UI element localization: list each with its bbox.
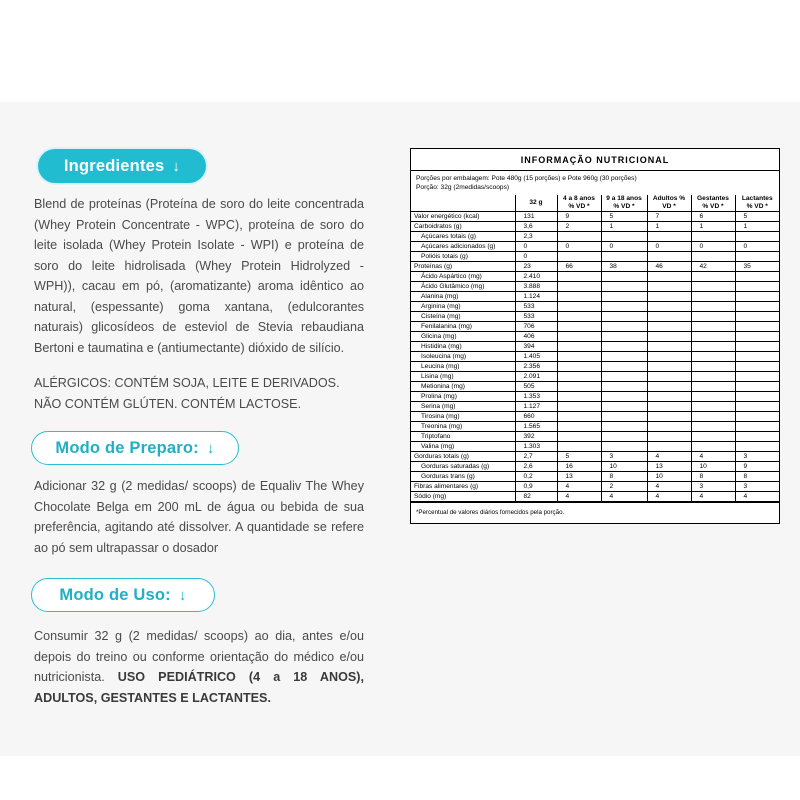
nutrition-row	[411, 472, 779, 482]
nutrient-daily-value	[691, 342, 735, 352]
nutrient-amount: 2.356	[515, 362, 557, 372]
nutrient-daily-value	[735, 272, 779, 282]
nutrient-daily-value	[557, 412, 601, 422]
nutrient-daily-value	[557, 332, 601, 342]
nutrient-daily-value	[691, 322, 735, 332]
nutrient-daily-value	[691, 292, 735, 302]
nutrient-daily-value: 2	[601, 482, 647, 492]
nutrient-amount: 0,9	[515, 482, 557, 492]
usage-button[interactable]	[31, 578, 215, 612]
nutrition-row	[411, 402, 779, 412]
nutrient-daily-value	[735, 422, 779, 432]
arrow-down-icon: ↓	[172, 157, 181, 175]
nutrient-daily-value: 1	[691, 222, 735, 232]
nutrient-daily-value: 4	[557, 492, 601, 502]
nutrient-daily-value	[735, 232, 779, 242]
nutrient-amount: 2,3	[515, 232, 557, 242]
nutrient-daily-value	[735, 442, 779, 452]
nutrition-row	[411, 482, 779, 492]
nutrient-daily-value	[557, 402, 601, 412]
nutrient-daily-value	[557, 232, 601, 242]
nutrition-column-header: 4 a 8 anos % VD *	[557, 195, 601, 212]
nutrient-daily-value	[735, 362, 779, 372]
nutrition-row	[411, 452, 779, 462]
nutrient-amount: 1.565	[515, 422, 557, 432]
nutrient-amount: 1.303	[515, 442, 557, 452]
nutrition-footnote: *Percentual de valores diários fornecidos pela porção.	[411, 502, 779, 523]
usage-title: Modo de Uso:	[59, 585, 171, 604]
nutrient-daily-value: 4	[647, 482, 691, 492]
nutrient-label: Ácido Aspártico (mg)	[411, 272, 515, 282]
nutrient-daily-value	[647, 372, 691, 382]
nutrient-amount: 0	[515, 252, 557, 262]
nutrient-label: Polióis totais (g)	[411, 252, 515, 262]
nutrient-daily-value	[735, 322, 779, 332]
nutrient-daily-value	[735, 252, 779, 262]
nutrient-daily-value	[735, 412, 779, 422]
ingredients-button[interactable]	[38, 149, 206, 183]
nutrient-daily-value	[557, 442, 601, 452]
nutrient-daily-value	[557, 372, 601, 382]
allergens-line-2: NÃO CONTÉM GLÚTEN. CONTÉM LACTOSE.	[34, 396, 302, 411]
nutrient-daily-value	[647, 312, 691, 322]
nutrient-daily-value	[601, 312, 647, 322]
nutrient-label: Glicina (mg)	[411, 332, 515, 342]
nutrient-daily-value	[735, 402, 779, 412]
nutrient-daily-value	[647, 232, 691, 242]
nutrient-label: Gorduras totais (g)	[411, 452, 515, 462]
nutrition-column-header: 9 a 18 anos % VD *	[601, 195, 647, 212]
nutrient-daily-value	[557, 362, 601, 372]
preparation-button[interactable]	[31, 431, 239, 465]
nutrition-row	[411, 372, 779, 382]
nutrient-amount: 1.405	[515, 352, 557, 362]
nutrition-row	[411, 242, 779, 252]
nutrient-label: Fibras alimentares (g)	[411, 482, 515, 492]
nutrient-daily-value	[735, 342, 779, 352]
nutrition-row	[411, 412, 779, 422]
nutrient-daily-value	[735, 292, 779, 302]
nutrient-daily-value	[557, 342, 601, 352]
nutrient-daily-value	[557, 292, 601, 302]
nutrient-daily-value	[735, 392, 779, 402]
nutrient-label: Triptofano	[411, 432, 515, 442]
nutrition-row	[411, 342, 779, 352]
nutrient-daily-value	[601, 402, 647, 412]
nutrient-daily-value: 3	[601, 452, 647, 462]
nutrient-daily-value	[601, 332, 647, 342]
ingredients-text: Blend de proteínas (Proteína de soro do leite concentrada (Whey Protein Concentrate - WPC), proteína de soro do leite isolada (Whey Protein Isolate - WPI) e proteína de soro do leite hidrolisada (Whey Protein Hidrolyzed - WPH)), cacau em pó, (aromatizante) aroma idêntico ao natural, (espessante) goma xantana, (edulcorantes naturais) glicosídeos de esteviol de Stevia rebaudiana Bertoni e taumatina e (antiumectante) dióxido de silício.	[34, 197, 364, 355]
nutrient-daily-value: 16	[557, 462, 601, 472]
nutrition-portion-info	[411, 171, 779, 195]
nutrient-daily-value: 1	[647, 222, 691, 232]
nutrient-daily-value: 5	[735, 212, 779, 222]
ingredients-title: Ingredientes	[63, 156, 165, 175]
nutrient-daily-value: 3	[735, 482, 779, 492]
nutrient-daily-value	[601, 272, 647, 282]
nutrient-amount: 2,7	[515, 452, 557, 462]
nutrition-row	[411, 382, 779, 392]
nutrient-daily-value	[691, 402, 735, 412]
nutrient-label: Gorduras trans (g)	[411, 472, 515, 482]
nutrient-daily-value: 0	[735, 242, 779, 252]
nutrient-daily-value	[647, 332, 691, 342]
nutrient-daily-value	[691, 412, 735, 422]
nutrient-daily-value	[557, 312, 601, 322]
preparation-title: Modo de Preparo:	[55, 438, 199, 457]
nutrient-amount: 2,6	[515, 462, 557, 472]
nutrition-row	[411, 392, 779, 402]
nutrient-daily-value	[735, 302, 779, 312]
nutrition-row	[411, 212, 779, 222]
nutrient-daily-value: 8	[735, 472, 779, 482]
nutrient-daily-value: 5	[557, 452, 601, 462]
nutrient-daily-value: 1	[735, 222, 779, 232]
nutrient-amount: 706	[515, 322, 557, 332]
nutrient-daily-value	[647, 302, 691, 312]
nutrient-label: Valina (mg)	[411, 442, 515, 452]
nutrient-amount: 505	[515, 382, 557, 392]
nutrient-daily-value	[601, 392, 647, 402]
nutrient-daily-value	[691, 302, 735, 312]
nutrient-daily-value	[691, 312, 735, 322]
nutrition-column-header: 32 g	[515, 195, 557, 212]
nutrient-amount: 2.091	[515, 372, 557, 382]
nutrient-daily-value	[557, 422, 601, 432]
nutrition-row	[411, 272, 779, 282]
nutrition-row	[411, 222, 779, 232]
nutrient-daily-value	[691, 442, 735, 452]
nutrient-daily-value: 13	[647, 462, 691, 472]
nutrient-daily-value: 8	[691, 472, 735, 482]
nutrition-title: INFORMAÇÃO NUTRICIONAL	[411, 149, 779, 171]
nutrition-row	[411, 442, 779, 452]
nutrient-label: Arginina (mg)	[411, 302, 515, 312]
nutrient-amount: 660	[515, 412, 557, 422]
nutrient-daily-value	[601, 252, 647, 262]
nutrient-daily-value	[647, 392, 691, 402]
nutrient-daily-value	[647, 292, 691, 302]
nutrient-daily-value: 8	[601, 472, 647, 482]
nutrition-row	[411, 262, 779, 272]
nutrient-label: Isoleucina (mg)	[411, 352, 515, 362]
nutrient-label: Açúcares totais (g)	[411, 232, 515, 242]
nutrient-daily-value: 0	[557, 242, 601, 252]
nutrient-daily-value: 3	[691, 482, 735, 492]
nutrition-row	[411, 232, 779, 242]
nutrient-label: Metionina (mg)	[411, 382, 515, 392]
nutrient-amount: 394	[515, 342, 557, 352]
nutrient-amount: 82	[515, 492, 557, 502]
nutrient-amount: 2.410	[515, 272, 557, 282]
nutrient-label: Prolina (mg)	[411, 392, 515, 402]
nutrient-label: Proteínas (g)	[411, 262, 515, 272]
nutrient-daily-value: 42	[691, 262, 735, 272]
nutrition-row	[411, 422, 779, 432]
nutrient-daily-value: 66	[557, 262, 601, 272]
allergens-text	[34, 373, 374, 414]
nutrient-daily-value: 0	[601, 242, 647, 252]
nutrient-daily-value: 2	[557, 222, 601, 232]
nutrient-daily-value	[647, 442, 691, 452]
nutrient-daily-value	[557, 392, 601, 402]
nutrition-row	[411, 322, 779, 332]
nutrient-daily-value	[557, 252, 601, 262]
nutrient-daily-value	[691, 372, 735, 382]
nutrition-column-header	[411, 195, 515, 212]
nutrient-label: Alanina (mg)	[411, 292, 515, 302]
nutrient-daily-value	[647, 422, 691, 432]
nutrient-daily-value	[691, 382, 735, 392]
nutrient-daily-value	[601, 412, 647, 422]
nutrient-daily-value	[601, 442, 647, 452]
preparation-text: Adicionar 32 g (2 medidas/ scoops) de Equaliv The Whey Chocolate Belga em 200 mL de água ou bebida de sua preferência, agitando até dissolver. A quantidade se refere ao pó sem ultrapassar o dosador	[34, 479, 364, 555]
nutrient-amount: 0,2	[515, 472, 557, 482]
nutrient-daily-value	[601, 282, 647, 292]
nutrient-amount: 533	[515, 302, 557, 312]
nutrient-label: Fenilalanina (mg)	[411, 322, 515, 332]
nutrient-amount: 406	[515, 332, 557, 342]
nutrient-daily-value	[735, 352, 779, 362]
nutrient-daily-value: 4	[691, 492, 735, 502]
nutrition-row	[411, 282, 779, 292]
nutrient-daily-value	[647, 382, 691, 392]
nutrient-daily-value: 4	[647, 492, 691, 502]
allergens-line-1: ALÉRGICOS: CONTÉM SOJA, LEITE E DERIVADOS.	[34, 376, 340, 390]
nutrient-daily-value	[601, 432, 647, 442]
nutrient-daily-value: 3	[735, 452, 779, 462]
nutrient-amount: 23	[515, 262, 557, 272]
nutrient-label: Carboidratos (g)	[411, 222, 515, 232]
nutrient-daily-value	[735, 432, 779, 442]
nutrient-daily-value	[601, 352, 647, 362]
nutrient-daily-value	[691, 352, 735, 362]
servings-line: Porções por embalagem: Pote 480g (15 porções) e Pote 960g (30 porções)	[416, 175, 637, 182]
nutrient-daily-value: 13	[557, 472, 601, 482]
nutrient-daily-value	[601, 382, 647, 392]
nutrient-label: Tirosina (mg)	[411, 412, 515, 422]
arrow-down-icon: ↓	[178, 586, 187, 604]
nutrition-row	[411, 362, 779, 372]
nutrient-daily-value	[691, 422, 735, 432]
nutrient-daily-value	[601, 422, 647, 432]
nutrient-daily-value	[601, 292, 647, 302]
nutrient-amount: 1.124	[515, 292, 557, 302]
nutrient-daily-value	[647, 282, 691, 292]
nutrient-daily-value	[691, 272, 735, 282]
nutrition-row	[411, 292, 779, 302]
nutrient-daily-value: 10	[691, 462, 735, 472]
nutrient-daily-value	[647, 432, 691, 442]
nutrient-daily-value	[735, 372, 779, 382]
nutrient-daily-value	[735, 312, 779, 322]
nutrient-daily-value	[601, 362, 647, 372]
nutrition-row	[411, 332, 779, 342]
nutrient-daily-value	[557, 282, 601, 292]
nutrient-daily-value	[647, 352, 691, 362]
nutrient-daily-value	[647, 252, 691, 262]
arrow-down-icon: ↓	[206, 439, 215, 457]
nutrient-daily-value: 0	[691, 242, 735, 252]
nutrient-label: Açúcares adicionados (g)	[411, 242, 515, 252]
nutrient-daily-value: 6	[691, 212, 735, 222]
nutrient-label: Gorduras saturadas (g)	[411, 462, 515, 472]
nutrient-daily-value	[601, 322, 647, 332]
nutrient-label: Serina (mg)	[411, 402, 515, 412]
portion-line: Porção: 32g (2medidas/scoops)	[416, 184, 510, 191]
nutrient-daily-value	[647, 272, 691, 282]
nutrient-daily-value: 10	[647, 472, 691, 482]
nutrition-column-header: Gestantes % VD *	[691, 195, 735, 212]
nutrition-row	[411, 302, 779, 312]
nutrition-row	[411, 252, 779, 262]
nutrition-row	[411, 312, 779, 322]
nutrient-daily-value	[691, 282, 735, 292]
nutrient-amount: 3,6	[515, 222, 557, 232]
nutrient-daily-value: 4	[557, 482, 601, 492]
nutrient-label: Leucina (mg)	[411, 362, 515, 372]
nutrient-daily-value: 38	[601, 262, 647, 272]
nutrient-daily-value: 1	[601, 222, 647, 232]
nutrient-daily-value	[557, 302, 601, 312]
nutrient-amount: 533	[515, 312, 557, 322]
nutrient-label: Valor energético (kcal)	[411, 212, 515, 222]
nutrient-daily-value: 4	[691, 452, 735, 462]
nutrient-daily-value	[601, 302, 647, 312]
nutrient-amount: 392	[515, 432, 557, 442]
nutrient-daily-value: 9	[735, 462, 779, 472]
nutrient-amount: 131	[515, 212, 557, 222]
nutrient-daily-value	[735, 332, 779, 342]
nutrition-row	[411, 432, 779, 442]
nutrient-daily-value	[647, 322, 691, 332]
nutrient-label: Sódio (mg)	[411, 492, 515, 502]
nutrient-daily-value	[691, 252, 735, 262]
nutrient-amount: 1.127	[515, 402, 557, 412]
nutrient-daily-value: 7	[647, 212, 691, 222]
usage-bold-text: USO PEDIÁTRICO (4 a 18 ANOS), ADULTOS, GESTANTES E LACTANTES.	[34, 670, 364, 705]
nutrient-daily-value	[647, 342, 691, 352]
nutrient-daily-value: 4	[601, 492, 647, 502]
nutrient-daily-value	[601, 342, 647, 352]
nutrient-daily-value	[691, 362, 735, 372]
nutrient-label: Ácido Glutâmico (mg)	[411, 282, 515, 292]
nutrient-daily-value	[557, 352, 601, 362]
nutrient-label: Lisina (mg)	[411, 372, 515, 382]
nutrient-daily-value	[557, 272, 601, 282]
nutrient-daily-value: 9	[557, 212, 601, 222]
nutrient-daily-value: 4	[647, 452, 691, 462]
nutrient-amount: 1.353	[515, 392, 557, 402]
nutrient-daily-value	[691, 432, 735, 442]
nutrient-daily-value: 5	[601, 212, 647, 222]
nutrient-daily-value	[691, 392, 735, 402]
nutrition-column-header: Adultos % VD *	[647, 195, 691, 212]
nutrition-grid	[411, 195, 779, 502]
nutrient-daily-value	[735, 382, 779, 392]
nutrition-facts-table	[410, 148, 780, 524]
nutrient-label: Histidina (mg)	[411, 342, 515, 352]
nutrient-daily-value	[601, 232, 647, 242]
nutrient-daily-value: 4	[735, 492, 779, 502]
nutrient-daily-value: 0	[647, 242, 691, 252]
nutrient-daily-value	[735, 282, 779, 292]
nutrient-daily-value	[647, 362, 691, 372]
nutrient-label: Treonina (mg)	[411, 422, 515, 432]
nutrient-daily-value	[557, 382, 601, 392]
nutrient-daily-value: 46	[647, 262, 691, 272]
nutrient-daily-value	[601, 372, 647, 382]
nutrient-daily-value	[557, 322, 601, 332]
nutrient-label: Cisteína (mg)	[411, 312, 515, 322]
nutrition-row	[411, 352, 779, 362]
nutrition-column-header: Lactantes % VD *	[735, 195, 779, 212]
nutrient-amount: 3.888	[515, 282, 557, 292]
nutrient-amount: 0	[515, 242, 557, 252]
usage-text: Consumir 32 g (2 medidas/ scoops) ao dia, antes e/ou depois do treino ou conforme orientação do médico e/ou nutricionista. USO PEDIÁTRICO (4 a 18 ANOS), ADULTOS, GESTANTES E LACTANTES.	[34, 629, 364, 705]
nutrition-row	[411, 462, 779, 472]
nutrient-daily-value	[691, 332, 735, 342]
nutrient-daily-value	[647, 412, 691, 422]
nutrition-row	[411, 492, 779, 502]
nutrient-daily-value: 35	[735, 262, 779, 272]
nutrient-daily-value: 10	[601, 462, 647, 472]
nutrient-daily-value	[647, 402, 691, 412]
nutrient-daily-value	[557, 432, 601, 442]
nutrient-daily-value	[691, 232, 735, 242]
